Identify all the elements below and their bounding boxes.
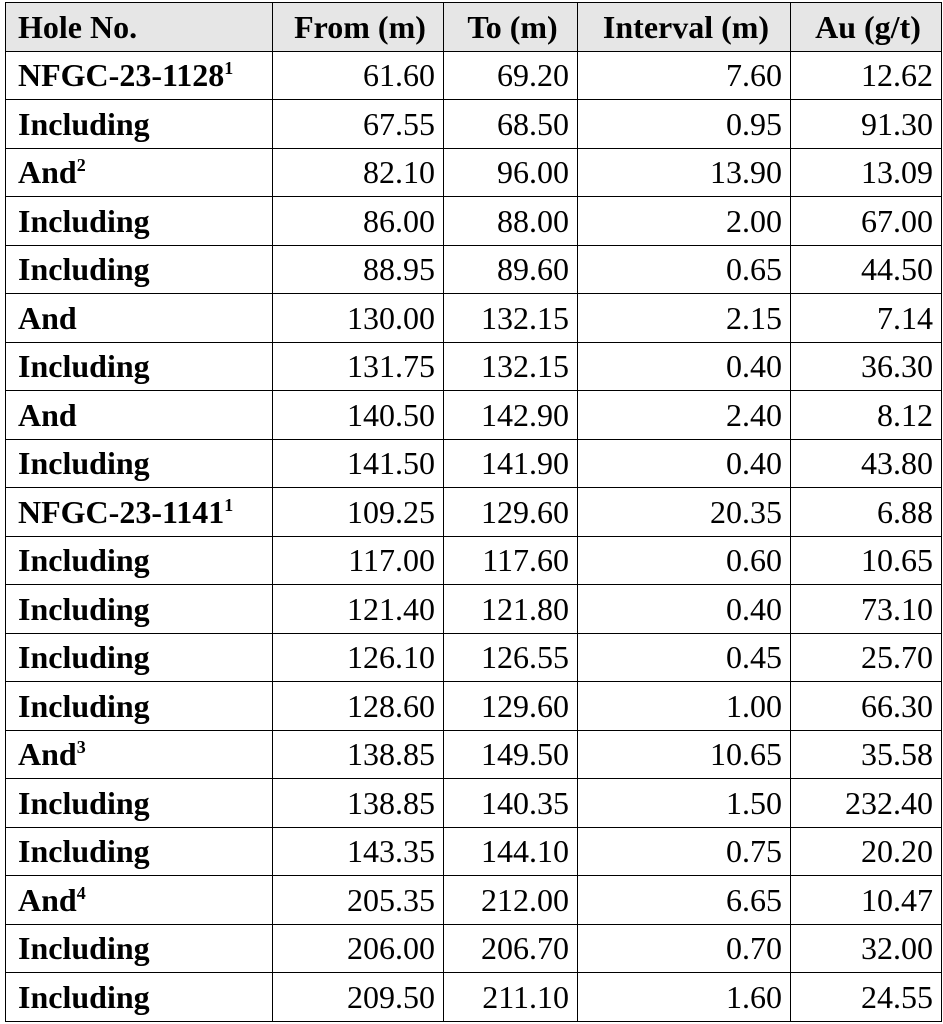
hole-no-cell [6, 148, 273, 197]
au-grade-cell: 10.65 [791, 536, 942, 585]
to-cell: 149.50 [444, 730, 578, 779]
from-cell: 82.10 [273, 148, 444, 197]
hole-no-text: Including [18, 978, 150, 1015]
from-cell: 128.60 [273, 682, 444, 731]
to-cell: 88.00 [444, 197, 578, 246]
hole-no-text: Including [18, 445, 150, 482]
table-row [6, 973, 942, 1022]
to-cell: 121.80 [444, 585, 578, 634]
table-row [6, 682, 942, 731]
hole-no-text: NFGC-23-1141 [18, 493, 225, 530]
to-cell: 129.60 [444, 488, 578, 537]
hole-no-text: Including [18, 202, 150, 239]
from-cell: 206.00 [273, 924, 444, 973]
hole-no-text: Including [18, 590, 150, 627]
from-cell: 138.85 [273, 730, 444, 779]
to-cell: 141.90 [444, 439, 578, 488]
interval-cell: 0.45 [578, 633, 791, 682]
hole-no-cell [6, 245, 273, 294]
header-au: Au (g/t) [791, 3, 942, 52]
hole-no-cell [6, 294, 273, 343]
interval-cell: 2.40 [578, 391, 791, 440]
interval-cell: 13.90 [578, 148, 791, 197]
hole-no-cell [6, 633, 273, 682]
table-row [6, 100, 942, 149]
table-row [6, 148, 942, 197]
interval-cell: 0.60 [578, 536, 791, 585]
table-row [6, 779, 942, 828]
interval-cell: 7.60 [578, 51, 791, 100]
hole-no-text: And [18, 736, 77, 773]
table-row [6, 342, 942, 391]
to-cell: 117.60 [444, 536, 578, 585]
hole-no-text: Including [18, 542, 150, 579]
to-cell: 132.15 [444, 342, 578, 391]
to-cell: 132.15 [444, 294, 578, 343]
table-row [6, 391, 942, 440]
hole-no-cell [6, 439, 273, 488]
footnote-marker: 1 [224, 58, 234, 79]
from-cell: 121.40 [273, 585, 444, 634]
from-cell: 138.85 [273, 779, 444, 828]
hole-no-text: Including [18, 348, 150, 385]
header-from: From (m) [273, 3, 444, 52]
table-row [6, 827, 942, 876]
from-cell: 131.75 [273, 342, 444, 391]
to-cell: 211.10 [444, 973, 578, 1022]
interval-cell: 2.15 [578, 294, 791, 343]
from-cell: 205.35 [273, 876, 444, 925]
from-cell: 130.00 [273, 294, 444, 343]
header-interval: Interval (m) [578, 3, 791, 52]
footnote-marker: 2 [76, 155, 86, 176]
hole-no-cell [6, 876, 273, 925]
interval-cell: 1.60 [578, 973, 791, 1022]
interval-cell: 1.00 [578, 682, 791, 731]
footnote-marker: 3 [76, 737, 86, 758]
hole-no-cell [6, 488, 273, 537]
au-grade-cell: 6.88 [791, 488, 942, 537]
from-cell: 88.95 [273, 245, 444, 294]
au-grade-cell: 8.12 [791, 391, 942, 440]
au-grade-cell: 36.30 [791, 342, 942, 391]
hole-no-text: And [18, 881, 77, 918]
au-grade-cell: 20.20 [791, 827, 942, 876]
to-cell: 129.60 [444, 682, 578, 731]
hole-no-cell [6, 973, 273, 1022]
header-hole-no: Hole No. [6, 3, 273, 52]
header-row [6, 3, 942, 52]
hole-no-text: Including [18, 687, 150, 724]
au-grade-cell: 32.00 [791, 924, 942, 973]
table-row [6, 730, 942, 779]
interval-cell: 0.95 [578, 100, 791, 149]
hole-no-text: Including [18, 105, 150, 142]
drill-results-table [5, 2, 942, 1022]
footnote-marker: 1 [224, 494, 234, 515]
footnote-marker: 4 [76, 882, 86, 903]
header-to: To (m) [444, 3, 578, 52]
table-header [6, 3, 942, 52]
hole-no-cell [6, 682, 273, 731]
hole-no-cell [6, 924, 273, 973]
hole-no-text: Including [18, 784, 150, 821]
au-grade-cell: 44.50 [791, 245, 942, 294]
table-row [6, 439, 942, 488]
table-row [6, 197, 942, 246]
interval-cell: 0.40 [578, 585, 791, 634]
au-grade-cell: 66.30 [791, 682, 942, 731]
to-cell: 96.00 [444, 148, 578, 197]
interval-cell: 10.65 [578, 730, 791, 779]
au-grade-cell: 10.47 [791, 876, 942, 925]
hole-no-cell [6, 779, 273, 828]
to-cell: 126.55 [444, 633, 578, 682]
from-cell: 67.55 [273, 100, 444, 149]
table-row [6, 876, 942, 925]
hole-no-cell [6, 342, 273, 391]
table-row [6, 633, 942, 682]
hole-no-text: NFGC-23-1128 [18, 57, 225, 94]
au-grade-cell: 7.14 [791, 294, 942, 343]
hole-no-text: Including [18, 833, 150, 870]
au-grade-cell: 12.62 [791, 51, 942, 100]
table-row [6, 924, 942, 973]
from-cell: 61.60 [273, 51, 444, 100]
from-cell: 209.50 [273, 973, 444, 1022]
table-body [6, 51, 942, 1021]
hole-no-text: Including [18, 930, 150, 967]
from-cell: 143.35 [273, 827, 444, 876]
au-grade-cell: 35.58 [791, 730, 942, 779]
interval-cell: 0.40 [578, 439, 791, 488]
interval-cell: 0.70 [578, 924, 791, 973]
to-cell: 212.00 [444, 876, 578, 925]
au-grade-cell: 24.55 [791, 973, 942, 1022]
to-cell: 69.20 [444, 51, 578, 100]
interval-cell: 20.35 [578, 488, 791, 537]
interval-cell: 0.40 [578, 342, 791, 391]
interval-cell: 1.50 [578, 779, 791, 828]
from-cell: 117.00 [273, 536, 444, 585]
au-grade-cell: 25.70 [791, 633, 942, 682]
hole-no-cell [6, 391, 273, 440]
au-grade-cell: 73.10 [791, 585, 942, 634]
from-cell: 126.10 [273, 633, 444, 682]
hole-no-cell [6, 585, 273, 634]
au-grade-cell: 13.09 [791, 148, 942, 197]
au-grade-cell: 43.80 [791, 439, 942, 488]
to-cell: 68.50 [444, 100, 578, 149]
hole-no-cell [6, 197, 273, 246]
au-grade-cell: 67.00 [791, 197, 942, 246]
to-cell: 206.70 [444, 924, 578, 973]
to-cell: 142.90 [444, 391, 578, 440]
to-cell: 144.10 [444, 827, 578, 876]
hole-no-cell [6, 51, 273, 100]
table-row [6, 488, 942, 537]
hole-no-text: Including [18, 251, 150, 288]
interval-cell: 6.65 [578, 876, 791, 925]
hole-no-text: And [18, 299, 77, 336]
hole-no-text: And [18, 396, 77, 433]
hole-no-cell [6, 536, 273, 585]
to-cell: 89.60 [444, 245, 578, 294]
hole-no-text: Including [18, 639, 150, 676]
from-cell: 109.25 [273, 488, 444, 537]
interval-cell: 2.00 [578, 197, 791, 246]
au-grade-cell: 91.30 [791, 100, 942, 149]
au-grade-cell: 232.40 [791, 779, 942, 828]
from-cell: 140.50 [273, 391, 444, 440]
hole-no-cell [6, 730, 273, 779]
interval-cell: 0.75 [578, 827, 791, 876]
hole-no-text: And [18, 154, 77, 191]
hole-no-cell [6, 827, 273, 876]
hole-no-cell [6, 100, 273, 149]
table-row [6, 51, 942, 100]
from-cell: 86.00 [273, 197, 444, 246]
table-row [6, 245, 942, 294]
interval-cell: 0.65 [578, 245, 791, 294]
table-row [6, 294, 942, 343]
table-row [6, 585, 942, 634]
table-row [6, 536, 942, 585]
from-cell: 141.50 [273, 439, 444, 488]
to-cell: 140.35 [444, 779, 578, 828]
